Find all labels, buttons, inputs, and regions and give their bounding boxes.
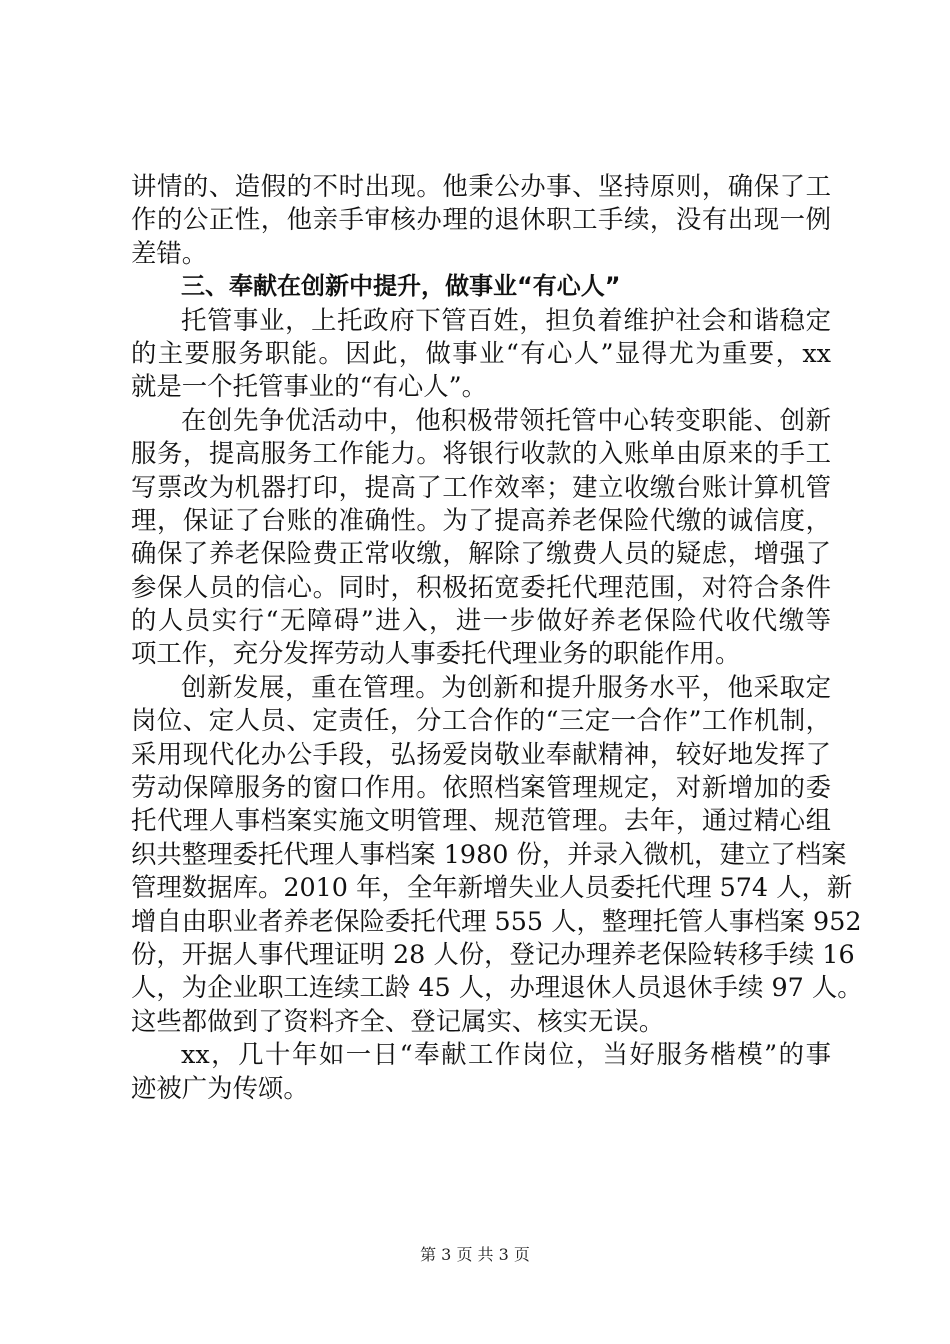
page-footer bbox=[0, 1245, 950, 1265]
body-text-line: 采用现代化办公手段，弘扬爱岗敬业奉献精神，较好地发挥了 bbox=[131, 738, 831, 769]
body-text-line: 在创先争优活动中，他积极带领托管中心转变职能、创新 bbox=[181, 404, 831, 435]
body-text-line: 作的公正性，他亲手审核办理的退休职工手续，没有出现一例 bbox=[131, 204, 831, 235]
section-heading: 三、奉献在创新中提升，做事业“有心人” bbox=[181, 272, 621, 301]
body-text-line: 人，为企业职工连续工龄 45 人，办理退休人员退休手续 97 人。 bbox=[131, 972, 863, 1003]
body-text-line: 劳动保障服务的窗口作用。依照档案管理规定，对新增加的委 bbox=[131, 772, 831, 803]
body-text-line: 理，保证了台账的准确性。为了提高养老保险代缴的诚信度， bbox=[131, 504, 831, 535]
body-text-line: 迹被广为传颂。 bbox=[131, 1072, 309, 1103]
body-text-line: xx，几十年如一日“奉献工作岗位，当好服务楷模”的事 bbox=[181, 1039, 831, 1070]
body-text-line: 的人员实行“无障碍”进入，进一步做好养老保险代收代缴等 bbox=[131, 605, 831, 636]
body-text-line: 创新发展，重在管理。为创新和提升服务水平，他采取定 bbox=[181, 671, 831, 702]
body-text-line: 差错。 bbox=[131, 237, 208, 268]
body-text-line: 的主要服务职能。因此，做事业“有心人”显得尤为重要，xx bbox=[131, 337, 831, 368]
body-text-line: 托管事业，上托政府下管百姓，担负着维护社会和谐稳定 bbox=[181, 304, 831, 335]
body-text-line: 服务，提高服务工作能力。将银行收款的入账单由原来的手工 bbox=[131, 438, 831, 469]
page-number-label: 第 3 页 共 3 页 bbox=[420, 1245, 530, 1264]
body-text-line: 参保人员的信心。同时，积极拓宽委托代理范围，对符合条件 bbox=[131, 571, 831, 602]
body-text-line: 这些都做到了资料齐全、登记属实、核实无误。 bbox=[131, 1005, 665, 1036]
body-text-line: 确保了养老保险费正常收缴，解除了缴费人员的疑虑，增强了 bbox=[131, 538, 831, 569]
body-text-line: 写票改为机器打印，提高了工作效率；建立收缴台账计算机管 bbox=[131, 471, 831, 502]
body-text-line: 织共整理委托代理人事档案 1980 份，并录入微机，建立了档案 bbox=[131, 838, 847, 869]
body-text-line: 岗位、定人员、定责任，分工合作的“三定一合作”工作机制， bbox=[131, 705, 831, 736]
body-text-line: 讲情的、造假的不时出现。他秉公办事、坚持原则，确保了工 bbox=[131, 171, 831, 201]
body-text-line: 托代理人事档案实施文明管理、规范管理。去年，通过精心组 bbox=[131, 805, 831, 836]
body-text-line: 就是一个托管事业的“有心人”。 bbox=[131, 371, 488, 402]
body-text-line: 管理数据库。2010 年，全年新增失业人员委托代理 574 人，新 bbox=[131, 872, 853, 903]
body-text-line: 增自由职业者养老保险委托代理 555 人，整理托管人事档案 952 bbox=[131, 905, 862, 936]
document-body bbox=[131, 170, 863, 1105]
body-text-line: 项工作，充分发挥劳动人事委托代理业务的职能作用。 bbox=[131, 638, 741, 669]
body-text-line: 份，开据人事代理证明 28 人份，登记办理养老保险转移手续 16 bbox=[131, 938, 855, 969]
